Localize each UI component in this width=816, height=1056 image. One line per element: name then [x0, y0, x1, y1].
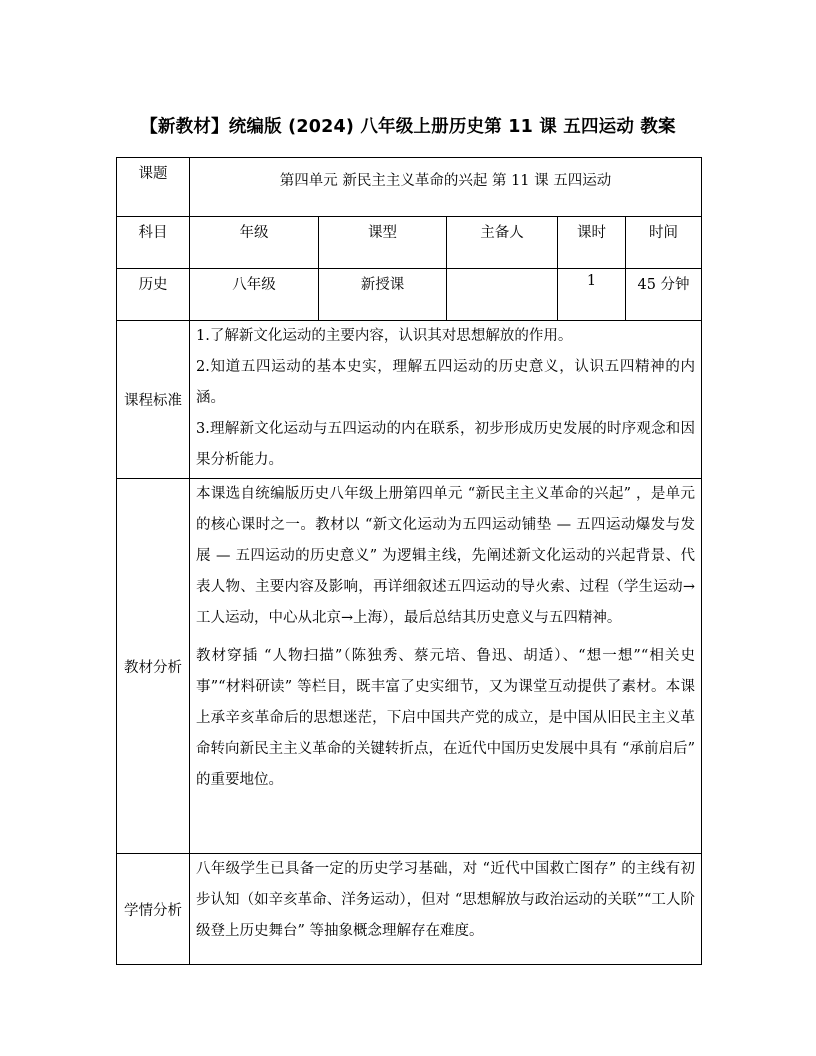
students-label: 学情分析: [117, 854, 190, 965]
standard-item: 1.了解新文化运动的主要内容，认识其对思想解放的作用。: [196, 328, 573, 344]
standards-label: 课程标准: [117, 321, 190, 479]
values-row: [117, 269, 702, 321]
students-row: [117, 854, 702, 965]
topic-row: [117, 158, 702, 217]
value-periods: 1: [558, 269, 626, 321]
topic-value: 第四单元 新民主主义革命的兴起 第 11 课 五四运动: [190, 158, 702, 217]
header-subject: 科目: [117, 217, 190, 269]
students-content: [190, 854, 702, 965]
value-grade: 八年级: [190, 269, 319, 321]
material-paragraph: 本课选自统编版历史八年级上册第四单元 “新民主主义革命的兴起” ，是单元的核心课时之一。教材以 “新文化运动为五四运动铺垫 — 五四运动爆发与发展 — 五四运动的历史意义” 为逻辑主线，先阐述新文化运动的兴起背景、代表人物、主要内容及影响，再详细叙述五四运动的导火索、过程（学生运动→工人运动，中心从北京→上海），最后总结其历史意义与五四精神。: [196, 486, 695, 626]
lesson-plan-table: [116, 157, 702, 965]
value-subject: 历史: [117, 269, 190, 321]
value-time: 45 分钟: [626, 269, 702, 321]
material-row: [117, 479, 702, 854]
header-row: [117, 217, 702, 269]
standards-content: [190, 321, 702, 479]
standard-item: 3.理解新文化运动与五四运动的内在联系，初步形成历史发展的时序观念和因果分析能力。: [196, 421, 695, 468]
material-content: [190, 479, 702, 854]
document-title: 【新教材】统编版 (2024) 八年级上册历史第 11 课 五四运动 教案: [140, 117, 676, 137]
header-preparer: 主备人: [447, 217, 558, 269]
header-lesson-type: 课型: [319, 217, 447, 269]
material-paragraph: 教材穿插 “人物扫描”（陈独秀、蔡元培、鲁迅、胡适）、“想一想”“相关史事”“材料研读” 等栏目，既丰富了史实细节，又为课堂互动提供了素材。本课上承辛亥革命后的思想迷茫，下启中国共产党的成立，是中国从旧民主主义革命转向新民主主义革命的关键转折点，在近代中国历史发展中具有 “承前启后” 的重要地位。: [196, 648, 695, 788]
topic-label: 课题: [117, 158, 190, 217]
header-time: 时间: [626, 217, 702, 269]
value-lesson-type: 新授课: [319, 269, 447, 321]
students-paragraph: 八年级学生已具备一定的历史学习基础，对 “近代中国救亡图存” 的主线有初步认知（如辛亥革命、洋务运动），但对 “思想解放与政治运动的关联”“工人阶级登上历史舞台” 等抽象概念理解存在难度。: [196, 861, 695, 939]
value-preparer: [447, 269, 558, 321]
standard-item: 2.知道五四运动的基本史实，理解五四运动的历史意义，认识五四精神的内涵。: [196, 359, 695, 406]
header-periods: 课时: [558, 217, 626, 269]
material-label: 教材分析: [117, 479, 190, 854]
standards-row: [117, 321, 702, 479]
header-grade: 年级: [190, 217, 319, 269]
